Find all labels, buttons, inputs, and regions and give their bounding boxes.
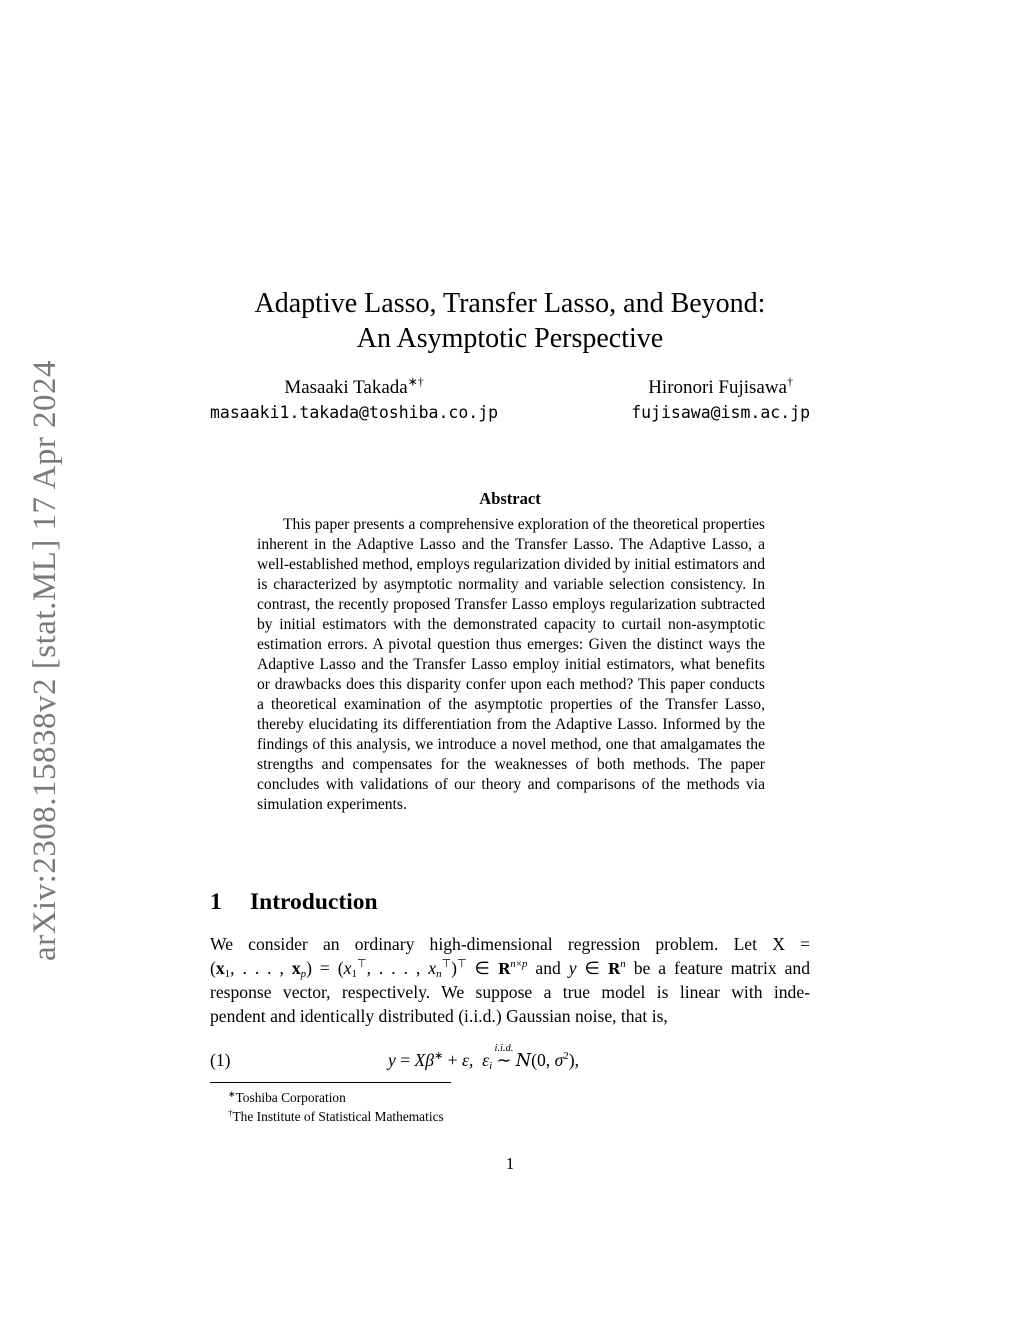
iid-label: i.i.d. [494, 1043, 514, 1054]
intro-line-4: pendent and identically distributed (i.i.d.) Gaussian noise, that is, [210, 1005, 668, 1026]
paper-title [210, 286, 810, 356]
author-1 [210, 375, 498, 425]
page-number: 1 [505, 1154, 515, 1173]
intro-line-2: ($x_1$, . . . , $x_p) = (x_1^⊤$, . . . , $x_n^⊤)^⊤$ ∈ $R^{n\times p}$ and y ∈ $R^n$ be a feature matrix and [210, 957, 811, 980]
arxiv-stamp [14, 350, 78, 970]
intro-paragraph [210, 933, 810, 1028]
author-1-marks: ∗† [407, 374, 424, 389]
title-line-2: An Asymptotic Perspective [356, 323, 664, 354]
section-title: Introduction [250, 889, 378, 915]
arxiv-stamp-text: arXiv:2308.15838v2 [stat.ML] 17 Apr 2024 [27, 359, 64, 961]
footnote-1-mark: ∗ [228, 1089, 236, 1099]
footnote-2 [228, 1107, 444, 1126]
footnote-2-mark: † [228, 1108, 233, 1118]
equation-body: y = Xβ∗ + ε, $\varepsilon_i$ i.i.d. ∼ N(0, $\sigma^2$), [388, 1047, 579, 1074]
author-2-marks: † [786, 374, 793, 389]
footnote-rule [210, 1082, 451, 1083]
equation-number: (1) [210, 1050, 231, 1070]
footnote-1-text: Toshiba Corporation [235, 1090, 346, 1105]
author-1-name: Masaaki Takada [284, 377, 408, 398]
abstract-heading: Abstract [479, 489, 541, 508]
iid-tilde: i.i.d. ∼ [497, 1047, 512, 1073]
title-line-1: Adaptive Lasso, Transfer Lasso, and Beyond: [254, 288, 766, 319]
footnotes [228, 1088, 444, 1126]
author-2-email: fujisawa@ism.ac.jp [631, 403, 810, 422]
author-1-email: masaaki1.takada@toshiba.co.jp [210, 403, 499, 422]
author-2-name: Hironori Fujisawa [648, 377, 787, 398]
footnote-1 [228, 1088, 444, 1107]
author-2 [631, 375, 810, 425]
intro-line-1: We consider an ordinary high-dimensional regression problem. Let X = [210, 934, 810, 954]
section-number: 1 [210, 889, 222, 915]
author-block [210, 375, 810, 425]
abstract-text: This paper presents a comprehensive exploration of the theoretical properties inherent in the Adaptive Lasso and the Transfer Lasso. The Adaptive Lasso, a well-established method, employs regularization divided by initial estimators and is characterized by asymptotic normality and variable selection consistency. In contrast, the recently proposed Transfer Lasso employs regularization subtracted by initial estimators with the demonstrated capacity to curtail non-asymptotic estimation errors. A pivotal question thus emerges: Given the distinct ways the Adaptive Lasso and the Transfer Lasso employ initial estimators, what benefits or drawbacks does this disparity confer upon each method? This paper conducts a theoretical examination of the asymptotic properties of the Transfer Lasso, thereby elucidating its differentiation from the Adaptive Lasso. Informed by the findings of this analysis, we introduce a novel method, one that amalgamates the strengths and compensates for the weaknesses of both methods. The paper concludes with validations of our theory and comparisons of the methods via simulation experiments. [257, 516, 765, 813]
intro-line-2-tail: be a feature matrix and [633, 957, 811, 978]
intro-line-3: response vector, respectively. We suppose a true model is linear with inde- [210, 982, 810, 1002]
section-heading [210, 886, 378, 918]
footnote-2-text: The Institute of Statistical Mathematics [232, 1109, 444, 1124]
